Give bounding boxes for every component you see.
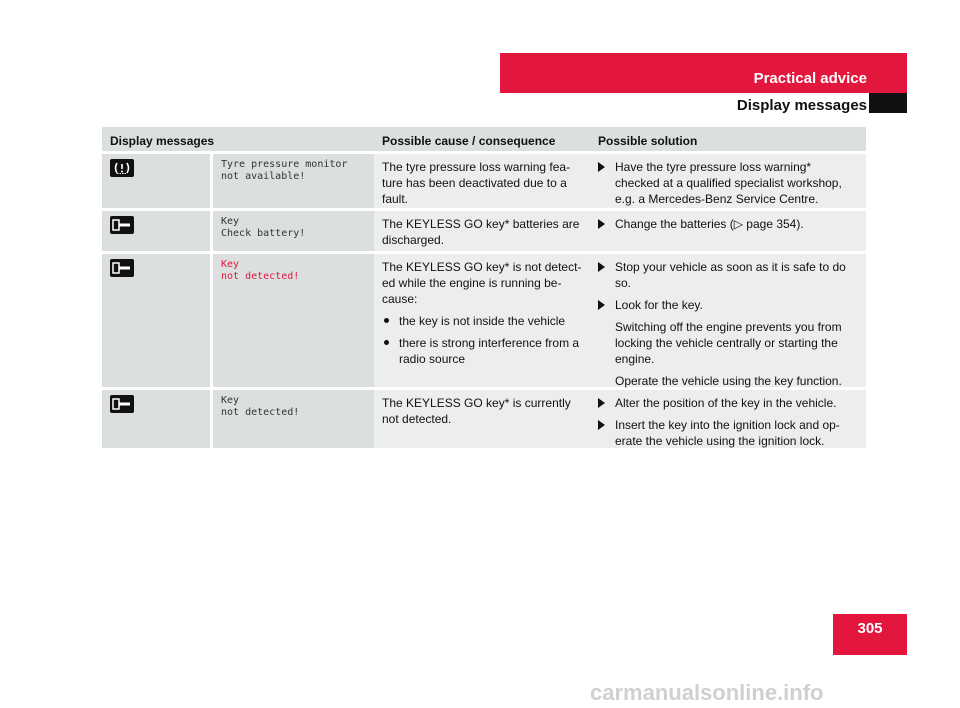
icon-cell [102, 154, 210, 208]
message-cell: Key Check battery! [213, 211, 374, 251]
table-row [102, 154, 866, 208]
display-messages-table [102, 127, 866, 448]
cause-cell: The KEYLESS GO key* is not detect-ed while the engine is running be-cause: the key is not inside the vehicle there is strong interference from a radio source [374, 254, 590, 387]
page-number: 305 [833, 614, 907, 655]
icon-cell [102, 254, 210, 387]
arrow-icon [598, 162, 605, 172]
arrow-icon [598, 300, 605, 310]
arrow-icon [598, 420, 605, 430]
section-title: Practical advice [753, 70, 867, 87]
icon-cell [102, 390, 210, 448]
solution-cell: Stop your vehicle as soon as it is safe to do so. Look for the key. Switching off the engine prevents you from locking the vehicle centrally or starting the engine. Operate the vehicle using the key function. [590, 254, 866, 387]
cause-cell: The tyre pressure loss warning fea-ture has been deactivated due to a fault. [374, 154, 590, 208]
column-header: Possible solution [598, 134, 698, 148]
arrow-icon [598, 398, 605, 408]
column-header: Display messages [110, 134, 215, 148]
solution-cell: Alter the position of the key in the vehicle. Insert the key into the ignition lock and op-erate the vehicle using the ignition lock. [590, 390, 866, 448]
key-icon [110, 395, 134, 413]
table-row [102, 211, 866, 251]
cause-cell: The KEYLESS GO key* batteries are discharged. [374, 211, 590, 251]
message-cell: Key not detected! [213, 390, 374, 448]
arrow-icon [598, 219, 605, 229]
table-row [102, 390, 866, 448]
tyre-pressure-icon [110, 159, 134, 177]
message-cell: Key not detected! [213, 254, 374, 387]
table-header-row [102, 127, 866, 151]
header-black-tab [869, 93, 907, 113]
arrow-icon [598, 262, 605, 272]
section-subtitle: Display messages [736, 97, 867, 114]
cause-cell: The KEYLESS GO key* is currently not detected. [374, 390, 590, 448]
column-header: Possible cause / consequence [382, 134, 556, 148]
message-cell: Tyre pressure monitor not available! [213, 154, 374, 208]
watermark: carmanualsonline.info [590, 680, 824, 705]
bullet-icon [384, 340, 389, 345]
solution-cell: Change the batteries (▷ page 354). [590, 211, 866, 251]
bullet-icon [384, 318, 389, 323]
key-icon [110, 259, 134, 277]
key-icon [110, 216, 134, 234]
solution-cell: Have the tyre pressure loss warning* checked at a qualified specialist workshop, e.g. a Mercedes-Benz Service Centre. [590, 154, 866, 208]
icon-cell [102, 211, 210, 251]
table-row [102, 254, 866, 387]
